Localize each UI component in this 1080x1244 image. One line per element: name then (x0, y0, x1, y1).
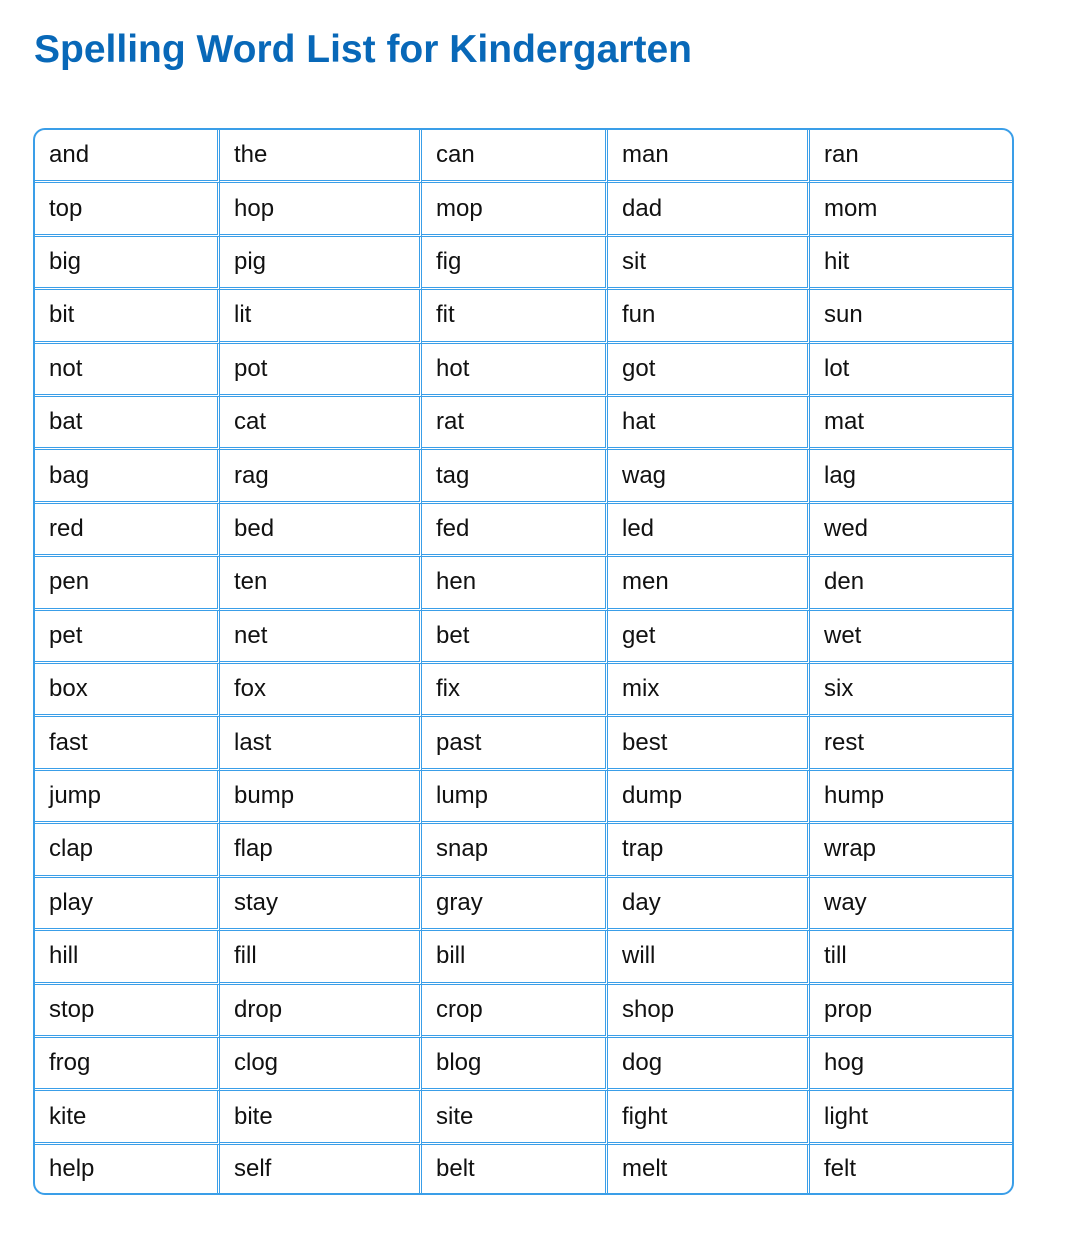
word-cell: hot (422, 344, 608, 397)
word-cell: stop (35, 985, 220, 1038)
word-cell: dump (608, 771, 810, 824)
word-cell: stay (220, 878, 422, 931)
word-cell: fit (422, 290, 608, 343)
word-cell: can (422, 130, 608, 183)
word-cell: mix (608, 664, 810, 717)
table-row (35, 130, 1012, 183)
word-cell: the (220, 130, 422, 183)
word-cell: rest (810, 717, 1012, 770)
word-cell: last (220, 717, 422, 770)
word-cell: clap (35, 824, 220, 877)
word-cell: six (810, 664, 1012, 717)
word-cell: wed (810, 504, 1012, 557)
table-row (35, 1091, 1012, 1144)
table-row (35, 397, 1012, 450)
word-cell: way (810, 878, 1012, 931)
word-cell: mom (810, 183, 1012, 236)
word-cell: lump (422, 771, 608, 824)
word-cell: and (35, 130, 220, 183)
table-row (35, 237, 1012, 290)
word-cell: got (608, 344, 810, 397)
word-cell: belt (422, 1145, 608, 1193)
word-cell: kite (35, 1091, 220, 1144)
word-cell: sit (608, 237, 810, 290)
word-cell: mat (810, 397, 1012, 450)
table-row (35, 344, 1012, 397)
word-cell: ran (810, 130, 1012, 183)
word-cell: den (810, 557, 1012, 610)
word-cell: help (35, 1145, 220, 1193)
word-cell: clog (220, 1038, 422, 1091)
word-cell: prop (810, 985, 1012, 1038)
word-cell: lot (810, 344, 1012, 397)
word-table-body (35, 130, 1012, 1193)
word-cell: dog (608, 1038, 810, 1091)
word-cell: hop (220, 183, 422, 236)
word-cell: man (608, 130, 810, 183)
word-cell: blog (422, 1038, 608, 1091)
word-cell: mop (422, 183, 608, 236)
word-cell: bump (220, 771, 422, 824)
word-cell: bill (422, 931, 608, 984)
word-cell: light (810, 1091, 1012, 1144)
word-cell: fox (220, 664, 422, 717)
word-cell: melt (608, 1145, 810, 1193)
word-cell: hump (810, 771, 1012, 824)
table-row (35, 290, 1012, 343)
word-cell: hat (608, 397, 810, 450)
word-cell: pot (220, 344, 422, 397)
table-row (35, 931, 1012, 984)
word-cell: big (35, 237, 220, 290)
word-cell: hill (35, 931, 220, 984)
word-cell: sun (810, 290, 1012, 343)
word-cell: wag (608, 450, 810, 503)
word-cell: frog (35, 1038, 220, 1091)
table-row (35, 183, 1012, 236)
table-row (35, 1145, 1012, 1193)
word-cell: site (422, 1091, 608, 1144)
word-cell: fun (608, 290, 810, 343)
word-cell: gray (422, 878, 608, 931)
word-grid (35, 130, 1012, 1193)
word-cell: top (35, 183, 220, 236)
word-cell: wet (810, 611, 1012, 664)
word-cell: fig (422, 237, 608, 290)
word-cell: crop (422, 985, 608, 1038)
word-cell: will (608, 931, 810, 984)
word-cell: get (608, 611, 810, 664)
word-cell: till (810, 931, 1012, 984)
word-cell: fast (35, 717, 220, 770)
word-cell: not (35, 344, 220, 397)
word-cell: rat (422, 397, 608, 450)
word-cell: hog (810, 1038, 1012, 1091)
word-cell: drop (220, 985, 422, 1038)
word-cell: bed (220, 504, 422, 557)
word-cell: wrap (810, 824, 1012, 877)
word-cell: day (608, 878, 810, 931)
word-cell: hit (810, 237, 1012, 290)
word-cell: net (220, 611, 422, 664)
word-cell: ten (220, 557, 422, 610)
word-cell: fix (422, 664, 608, 717)
word-cell: past (422, 717, 608, 770)
table-row (35, 824, 1012, 877)
table-row (35, 557, 1012, 610)
word-cell: self (220, 1145, 422, 1193)
word-cell: felt (824, 1154, 857, 1182)
word-cell: jump (35, 771, 220, 824)
word-cell: shop (608, 985, 810, 1038)
word-cell: dad (608, 183, 810, 236)
word-cell: play (35, 878, 220, 931)
word-cell: fed (422, 504, 608, 557)
word-cell: pig (220, 237, 422, 290)
word-cell: snap (422, 824, 608, 877)
word-cell: lag (810, 450, 1012, 503)
word-cell: fight (608, 1091, 810, 1144)
table-row (35, 771, 1012, 824)
word-cell: hen (422, 557, 608, 610)
word-cell: pen (35, 557, 220, 610)
table-row (35, 504, 1012, 557)
word-cell: led (608, 504, 810, 557)
table-row (35, 450, 1012, 503)
word-cell: lit (220, 290, 422, 343)
page-title: Spelling Word List for Kindergarten (34, 28, 692, 71)
word-cell: red (35, 504, 220, 557)
word-cell: fill (220, 931, 422, 984)
word-cell: best (608, 717, 810, 770)
word-cell: bag (35, 450, 220, 503)
word-cell: tag (422, 450, 608, 503)
table-row (35, 878, 1012, 931)
word-cell: bit (35, 290, 220, 343)
word-cell: bat (35, 397, 220, 450)
word-cell: flap (220, 824, 422, 877)
word-cell: pet (35, 611, 220, 664)
table-row (35, 664, 1012, 717)
word-cell: box (35, 664, 220, 717)
word-table (33, 128, 1014, 1195)
word-cell: trap (608, 824, 810, 877)
table-row (35, 611, 1012, 664)
word-cell: rag (220, 450, 422, 503)
word-cell: bite (220, 1091, 422, 1144)
word-cell: bet (422, 611, 608, 664)
table-row (35, 717, 1012, 770)
table-row (35, 985, 1012, 1038)
table-row (35, 1038, 1012, 1091)
word-cell: men (608, 557, 810, 610)
word-cell: cat (220, 397, 422, 450)
